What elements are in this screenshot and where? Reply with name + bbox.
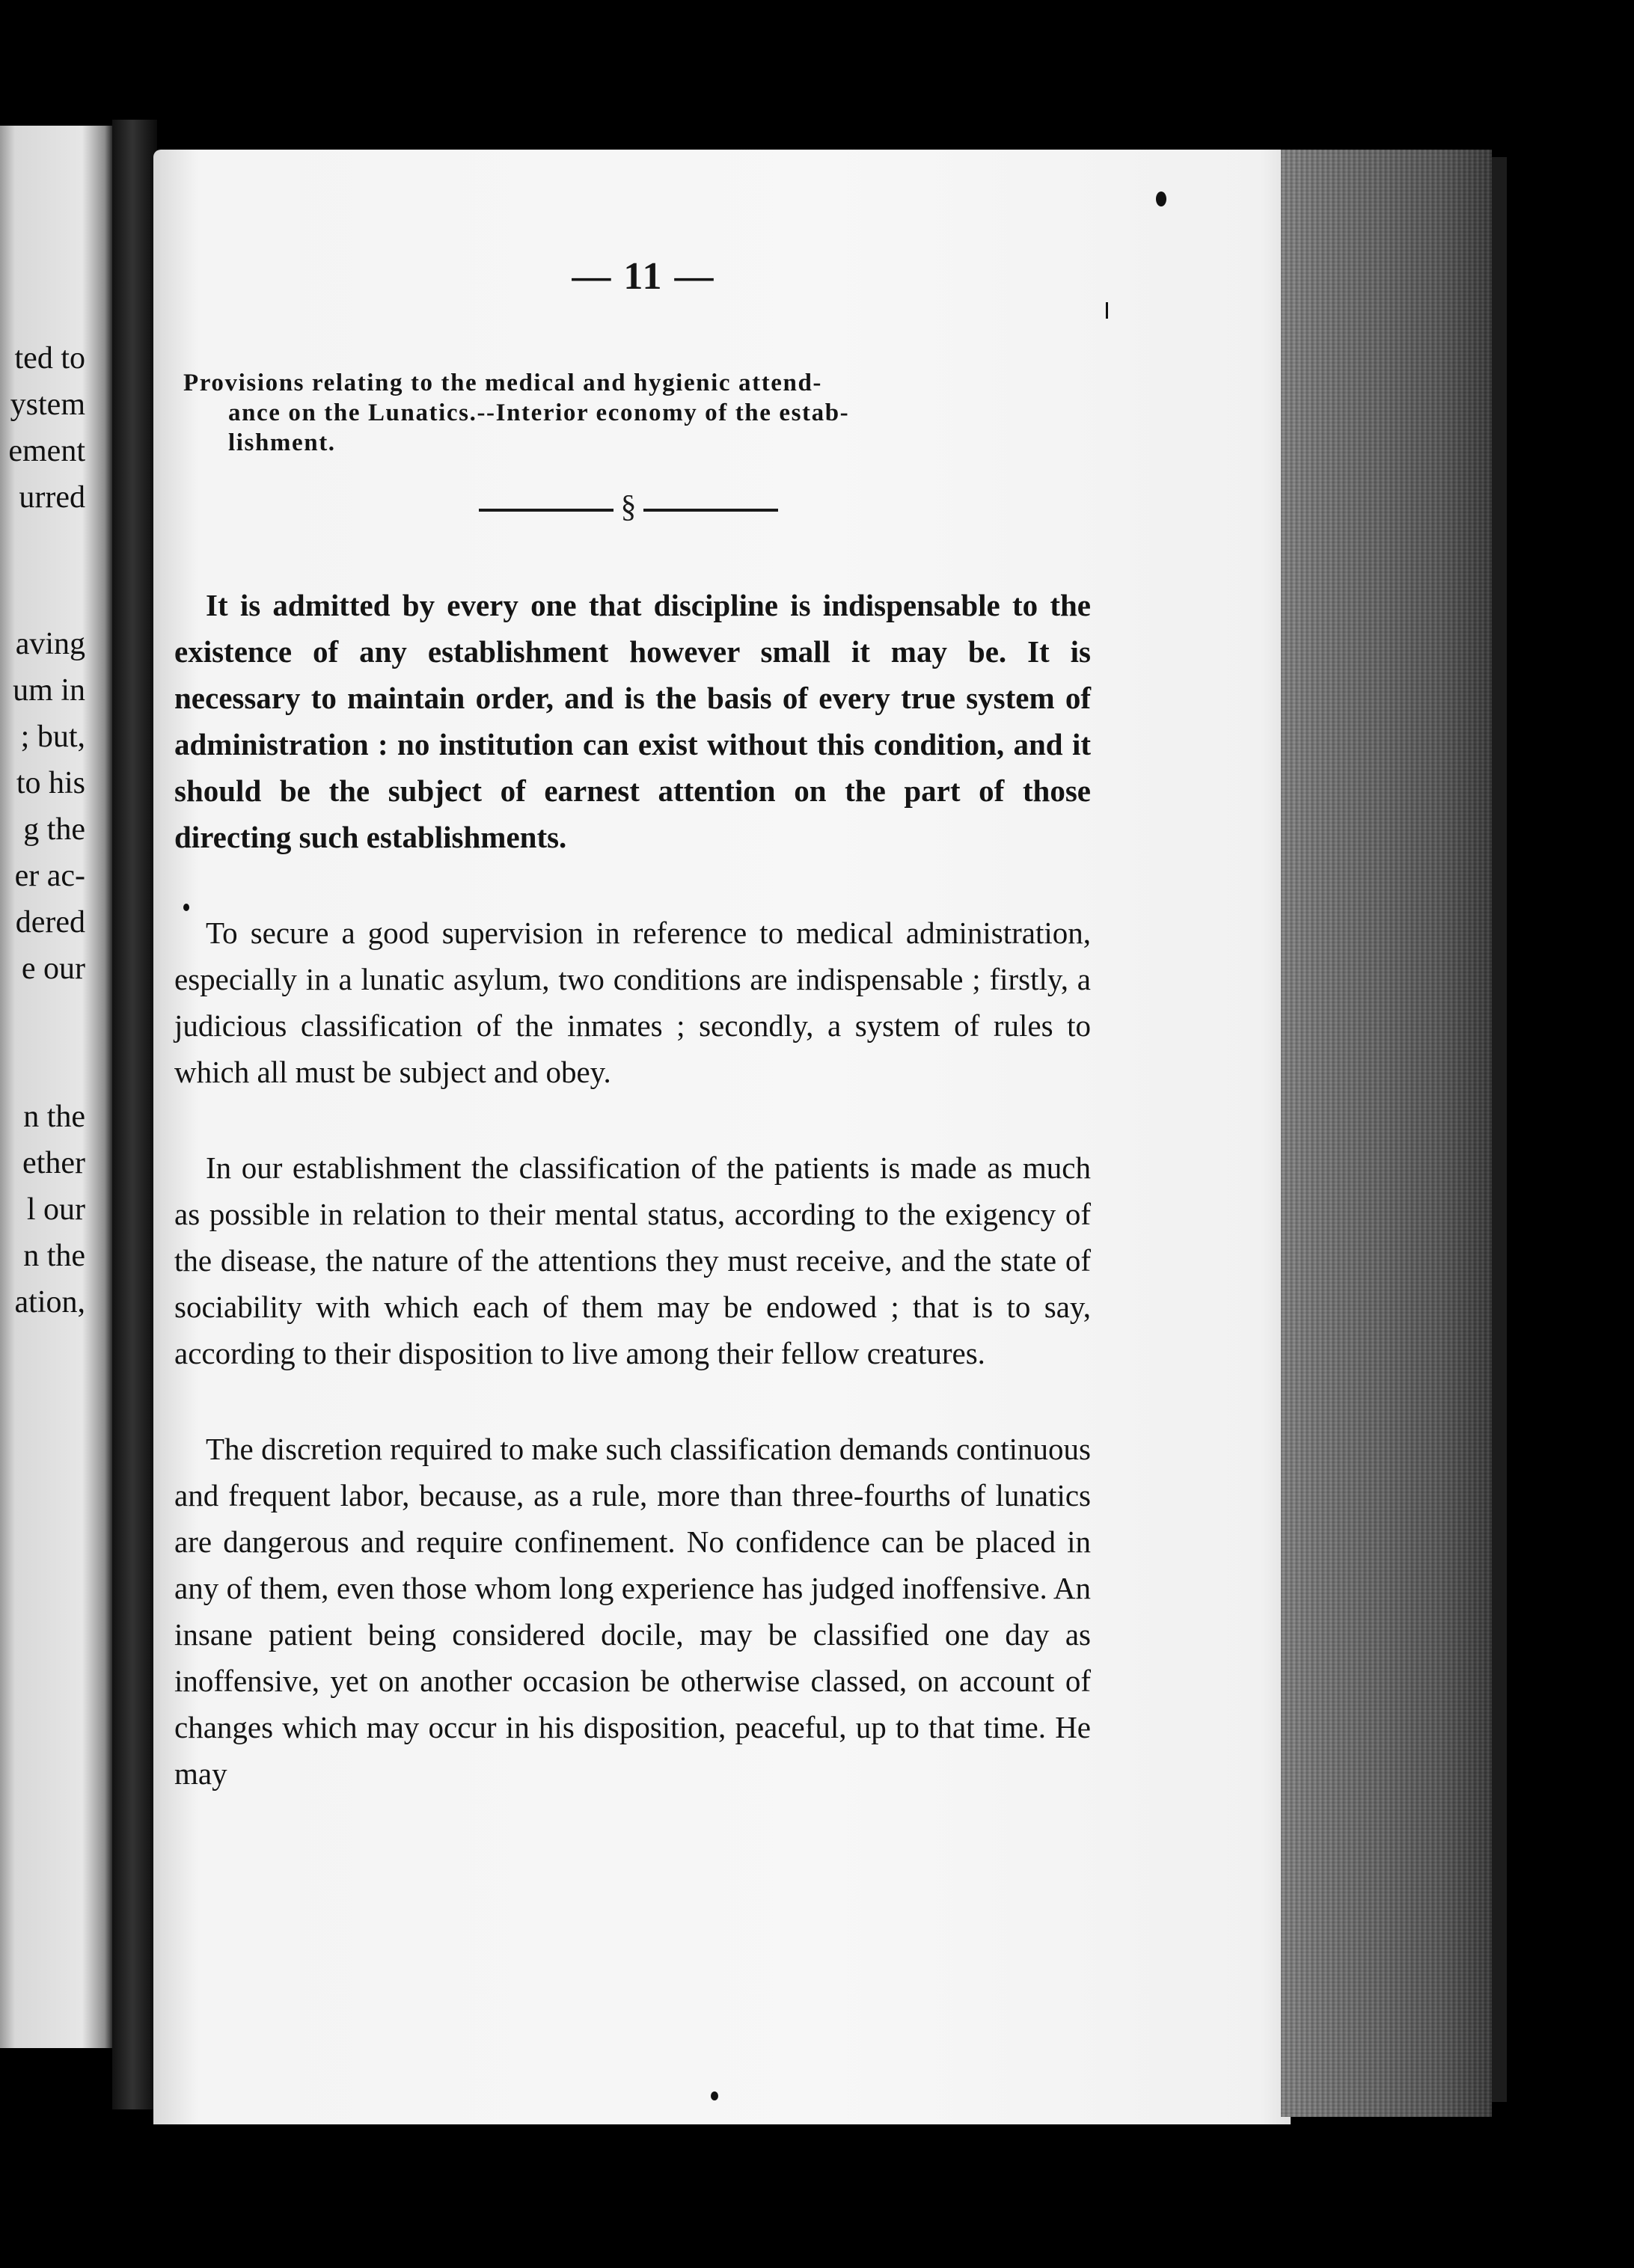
paragraph: The discretion required to make such classification demands continuous and frequent labor, because, as a rule, more than three-fourths of lunatics are dangerous and require confinement. No confidence can be placed in any of them, even those whom long experience has judged inoffensive. An insane patient being considered docile, may be classified one day as inoffensive, yet on another occasion be otherwise classed, on account of changes which may occur in his disposition, peaceful, up to that time. He may [174, 1432, 1091, 1791]
section-heading [183, 368, 1096, 458]
book-gutter [112, 120, 157, 2109]
left-page-line: er ac- [14, 859, 85, 893]
page-number: — 11 — [572, 255, 715, 298]
scan-speck [711, 2091, 718, 2100]
left-page-line: aving [15, 627, 85, 661]
divider-rule [643, 509, 778, 512]
left-page-line: ement [8, 434, 85, 468]
left-page-line: ; but, [20, 720, 85, 754]
left-page-line: g the [23, 812, 85, 847]
left-page-line: ystem [10, 387, 85, 422]
scan-speck [183, 904, 189, 911]
divider-rule [479, 509, 613, 512]
left-page-line: n the [23, 1239, 85, 1273]
paragraph: In our establishment the classification of the patients is made as much as possible in relation to their mental status, according to the exigency of the disease, the nature of the attentions they must receive, and the state of sociability with which each of them may be endowed ; that is to say, according to their disposition to live among their fellow creatures. [174, 1150, 1091, 1370]
left-page-line: n the [23, 1100, 85, 1134]
page-edge-shadow [1492, 157, 1507, 2102]
left-page-line: ation, [14, 1285, 85, 1320]
left-page-line: to his [16, 766, 85, 800]
scan-speck [1106, 302, 1108, 319]
left-page-line: um in [13, 673, 85, 708]
left-page-line: dered [15, 905, 85, 940]
left-page-line: e our [21, 951, 85, 986]
section-mark: § [620, 490, 637, 524]
left-page-line: ted to [14, 341, 85, 376]
scan-speck [1156, 191, 1166, 206]
left-page-line: l our [26, 1192, 85, 1227]
heading-line: lishment. [228, 429, 336, 456]
paragraph: To secure a good supervision in reference to medical administration, especially in a lunatic asylum, two conditions are indispensable ; firstly, a judicious classification of the inmates ; secondly, a system of rules to which all must be subject and obey. [174, 916, 1091, 1089]
left-page-line: urred [19, 480, 85, 515]
heading-line: ance on the Lunatics.--Interior economy of the estab- [228, 399, 850, 426]
left-facing-page [0, 126, 112, 2048]
page-edges [1281, 150, 1492, 2117]
left-page-line: ether [22, 1146, 85, 1180]
paragraph: It is admitted by every one that discipline is indispensable to the existence of any establishment however small it may be. It is necessary to maintain order, and is the basis of every true system of administration : no institution can exist without this condition, and it should be the subject of earnest attention on the part of those directing such establishments. [174, 588, 1091, 854]
section-divider [479, 490, 778, 524]
heading-line: Provisions relating to the medical and hygienic attend- [183, 370, 823, 396]
body-text [174, 582, 1091, 1846]
